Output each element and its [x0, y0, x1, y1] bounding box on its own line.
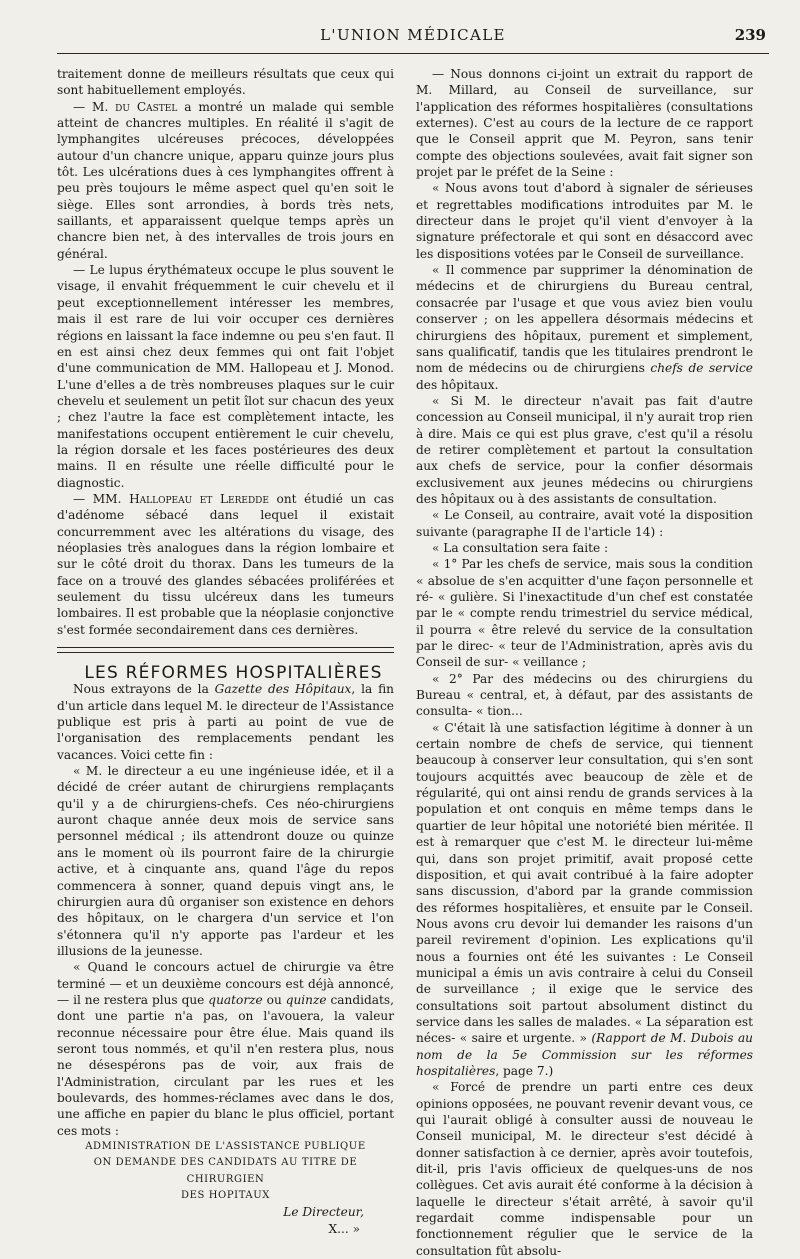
section-title: LES RÉFORMES HOSPITALIÈRES — [84, 663, 383, 684]
paragraph: — Le lupus érythémateux occupe le plus souvent le visage, il envahit fréquemment le cuir chevelu et il peut exceptionnellement intéresser les membres, mais il est rare de lui voir occuper ces dernières régions en laissant la face indemne ou peu s'en faut. Il en est ainsi chez deux femmes qui ont fait l'objet d'une communication de MM. Hallopeau et J. Monod. L'une d'elles a de très nombreuses plaques sur le cuir chevelu et seulement un petit îlot sur chacun des yeux ; chez l'autre la face est complètement intacte, les manifestations occupent entièrement le cuir chevelu, la région dorsale et les faces postérieures des deux mains. Il en résulte une réelle difficulté pour le diagnostic. — [57, 263, 394, 490]
notice-line: DES HOPITAUX — [180, 1190, 271, 1202]
paragraph-text: candidats, dont une partie n'a pas, on l'avouera, la valeur reconnue nécessaire pour être élue. Mais quand ils seront tous nommés, et qu'il n'en restera plus, nous ne désespérons pas de voir, aux frais de l'Administration, circulant par les rues et les boulevards, des hommes-réclames avec dans le dos, une affiche en papier du blanc le plus officiel, portant ces mots : — [57, 992, 394, 1138]
report-reference: (Rapport de M. Dubois au nom de la 5e Commission sur les réformes hospitalières — [416, 1031, 753, 1078]
notice-organization: ADMINISTRATION DE L'ASSISTANCE PUBLIQUE — [85, 1141, 366, 1152]
paragraph-text: Nous extrayons de la — [73, 682, 215, 697]
notice-signature: Le Directeur, — [283, 1205, 364, 1220]
paragraph: « 2° Par des médecins ou des chirurgiens du Bureau « central, et, à défaut, par des assistants de consulta- « tion... — [416, 671, 753, 719]
paragraph-text: , page 7.) — [495, 1063, 554, 1078]
paragraph: « La consultation sera faite : — [432, 540, 609, 555]
page-header — [60, 24, 766, 52]
paragraph-prefix: — M. — [73, 99, 116, 114]
paragraph: « M. le directeur a eu une ingénieuse idée, et il a décidé de créer autant de chirurgiens remplaçants qu'il y a de chirurgiens-chefs. Ces néo-chirurgiens auront chaque année deux mois de service sans personnel médical ; ils attendront douze ou quinze ans le moment où ils pourront faire de la chirurgie active, et à cinquante ans, quand l'âge du repos commencera à sonner, quand depuis vingt ans, le chirurgien aura dû organiser son existence en dehors des hôpitaux, on le chargera d'un service et l'on s'étonnera qu'il n'y apporte pas l'ardeur et les illusions de la jeunesse. — [57, 764, 394, 958]
author-names: Hallopeau et Leredde — [129, 491, 269, 506]
notice-line: ON DEMANDE DES CANDIDATS AU TITRE DE CHIRURGIEN — [93, 1157, 358, 1185]
journal-title: L'UNION MÉDICALE — [320, 26, 506, 44]
paragraph-text: a montré un malade qui semble atteint de chancres multiples. En réalité il s'agit de lymphangites ulcéreuses précoces, développées autour d'un chancre unique, apparu quinze jours plus tôt. Les ulcérations dues à ces lymphangites offrent à peu près toujours le même aspect quel qu'en soit le siège. Elles sont arrondies, à bords très nets, saillants, et apparaissent quelque temps après un chancre bien net, à des intervalles de trois jours en général. — [57, 99, 394, 261]
author-name: du Castel — [115, 99, 178, 114]
left-column — [57, 66, 394, 1237]
paragraph — [416, 262, 753, 393]
paragraph — [57, 681, 394, 763]
paragraph-text: « Quand le concours actuel de chirurgie va être terminé — et un deuxième concours est déjà annoncé, — il ne restera plus que — [57, 960, 394, 1007]
right-column — [416, 66, 753, 1259]
paragraph: « Forcé de prendre un parti entre ces deux opinions opposées, ne pouvant revenir devant vous, ce qui l'aurait obligé à consulter aussi de nouveau le Conseil municipal, M. le directeur s'est décidé à donner satisfaction à ce dernier, après avoir toutefois, dit-il, pris l'avis officieux de quelques-uns de nos collègues. Cet avis aurait été conforme à la décision à laquelle le directeur s'était arrêté, à savoir qu'il regardait comme indispensable pour un fonctionnement régulier que le service de la consultation fût absolu- — [416, 1080, 753, 1258]
paragraph — [57, 491, 394, 638]
paragraph: — Nous donnons ci-joint un extrait du rapport de M. Millard, au Conseil de surveillance, sur l'application des réformes hospitalières (consultations externes). C'est au cours de la lecture de ce rapport que le Conseil apprit que M. Peyron, sans tenir compte des objections soulevées, avait fait signer son projet par le préfet de la Seine : — [416, 67, 753, 180]
paragraph — [57, 99, 394, 262]
paragraph-text: des hôpitaux. — [416, 377, 499, 392]
paragraph: « Si M. le directeur n'avait pas fait d'autre concession au Conseil municipal, il n'y aurait trop rien à dire. Mais ce qui est plus grave, c'est qu'il a résolu de retirer complètement et partout la consultation aux chefs de service, pour la confier désormais exclusivement aux jeunes médecins ou chirurgiens des hôpitaux ou à des assistants de consultation. — [416, 393, 753, 506]
paragraph-text: « Il commence par supprimer la dénomination de médecins et de chirurgiens du Bureau central, consacrée par l'usage et que vous aviez bien voulu conserver ; on les appellera désormais médecins et chirurgiens des hôpitaux, purement et simplement, sans qualificatif, tandis que les titulaires prendront le nom de médecins ou de chirurgiens — [416, 263, 753, 376]
header-rule — [57, 53, 769, 54]
paragraph-text: ou — [262, 992, 286, 1007]
paragraph-prefix: — MM. — [73, 491, 130, 506]
paragraph-text: « C'était là une satisfaction légitime à donner à un certain nombre de chefs de service, qui tiennent beaucoup à conserver leur consultation, qui s'en sont toujours acquittés avec beaucoup de zèle et de régularité, qui ont ainsi rendu de grands services à la population et ont conquis en même temps dans le quartier de leur hôpital une notoriété bien méritée. Il est à remarquer que c'est M. le directeur lui-même qui, dans son projet primitif, avait proposé cette disposition, et qui avait contribué à la faire adopter sans discussion, d'abord par la grande commission des réformes hospitalières, et ensuite par le Conseil. Nous avons cru devoir lui demander les raisons d'un pareil revirement d'opinion. Les explications qu'il nous a fournies ont été les suivantes : Le Conseil municipal a émis un avis contraire à celui du Conseil de surveillance ; il exige que le service des consultations soit partout absolument distinct du service dans les salles de malades. « La séparation est néces- « saire et urgente. » — [416, 720, 753, 1046]
notice-signature-name: X... » — [328, 1221, 360, 1236]
emphasis: chefs de service — [650, 361, 753, 376]
paragraph: « Nous avons tout d'abord à signaler de sérieuses et regrettables modifications introduites par M. le directeur dans le projet qu'il vient d'envoyer à la signature préfectorale et qui sont en désaccord avec les dispositions votées par le Conseil de surveillance. — [416, 181, 753, 261]
section-divider — [57, 647, 394, 653]
paragraph: « 1° Par les chefs de service, mais sous la condition « absolue de s'en acquitter d'une façon personnelle et ré- « gulière. Si l'inexactitude d'un chef est constatée par le « compte rendu trimestriel du service médical, il pourra « être relevé du service de la consultation par le direc- « teur de l'Administration, après avis du Conseil de sur- « veillance ; — [416, 557, 753, 670]
paragraph-text: , la fin d'un article dans lequel M. le directeur de l'Assistance publique est pris à parti au point de vue de l'organisation des remplacements pendant les vacances. Voici cette fin : — [57, 682, 394, 762]
paragraph-text: ont étudié un cas d'adénome sébacé dans lequel il existait concurremment avec les altérations du visage, des néoplasies très analogues dans la région lombaire et sur le côté droit du thorax. Dans les tumeurs de la face on a trouvé des glandes sébacées proliférées et seulement du tissu ulcéreux dans les tumeurs lombaires. Il est probable que la néoplasie conjonctive s'est formée secondairement dans ces dernières. — [57, 491, 394, 637]
paragraph: traitement donne de meilleurs résultats que ceux qui sont habituellement employés. — [57, 67, 394, 98]
emphasis: quinze — [285, 992, 327, 1007]
paragraph — [416, 720, 753, 1080]
paragraph — [57, 959, 394, 1139]
source-title: Gazette des Hôpitaux — [214, 682, 352, 697]
page-number: 239 — [734, 26, 766, 44]
paragraph: « Le Conseil, au contraire, avait voté la disposition suivante (paragraphe II de l'article 14) : — [416, 508, 753, 539]
emphasis: quatorze — [208, 992, 263, 1007]
